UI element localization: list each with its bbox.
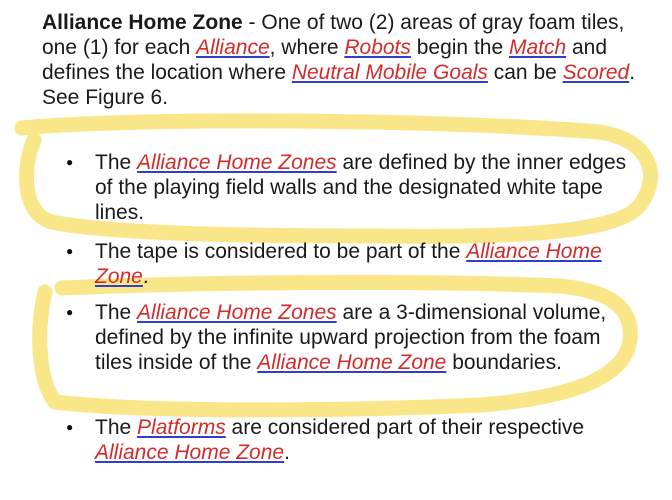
bullet-item (95, 239, 635, 289)
bullet-text: boundaries. (446, 351, 562, 374)
definition-paragraph (42, 10, 642, 110)
neutral-mobile-goals-link[interactable]: Neutral Mobile Goals (291, 61, 488, 84)
bullet-text: are defined by the inner edges of the playing field walls and the designated white tape lines. (95, 151, 627, 224)
bullet-text: . (284, 441, 290, 464)
bullet-text: are a 3-dimensional volume, defined by the infinite upward projection from the foam tiles inside of the (95, 301, 607, 374)
bullet-text: The (95, 301, 138, 324)
bullet-text: The (95, 151, 138, 174)
alliance-home-zones-link[interactable]: Alliance Home Zones (137, 151, 337, 174)
match-link[interactable]: Match (508, 36, 567, 59)
robots-link[interactable]: Robots (344, 36, 411, 59)
alliance-home-zones-link[interactable]: Alliance Home Zones (137, 301, 337, 324)
definition-text: and defines the location where (42, 36, 608, 84)
definition-text: begin the (410, 36, 509, 59)
definition-text: - One of two (2) areas of gray foam tiles, one (1) for each (42, 11, 625, 59)
scored-link[interactable]: Scored (562, 61, 630, 84)
definition-text: , where (269, 36, 345, 59)
bullet-text: The tape is considered to be part of the (95, 240, 467, 263)
alliance-link[interactable]: Alliance (196, 36, 270, 59)
bullet-item (95, 150, 635, 225)
definition-text: can be (487, 61, 563, 84)
definition-text: . See Figure 6. (42, 61, 636, 109)
alliance-home-zone-link[interactable]: Alliance Home Zone (95, 240, 602, 288)
platforms-link[interactable]: Platforms (137, 416, 226, 439)
bullet-text: The (95, 416, 138, 439)
bullet-item (95, 415, 635, 465)
alliance-home-zone-link[interactable]: Alliance Home Zone (257, 351, 447, 374)
alliance-home-zone-link[interactable]: Alliance Home Zone (95, 441, 285, 464)
bullet-text: . (142, 265, 149, 288)
bullet-item (95, 300, 635, 375)
definition-term: Alliance Home Zone (42, 11, 243, 34)
bullet-text: are considered part of their respective (225, 416, 585, 439)
